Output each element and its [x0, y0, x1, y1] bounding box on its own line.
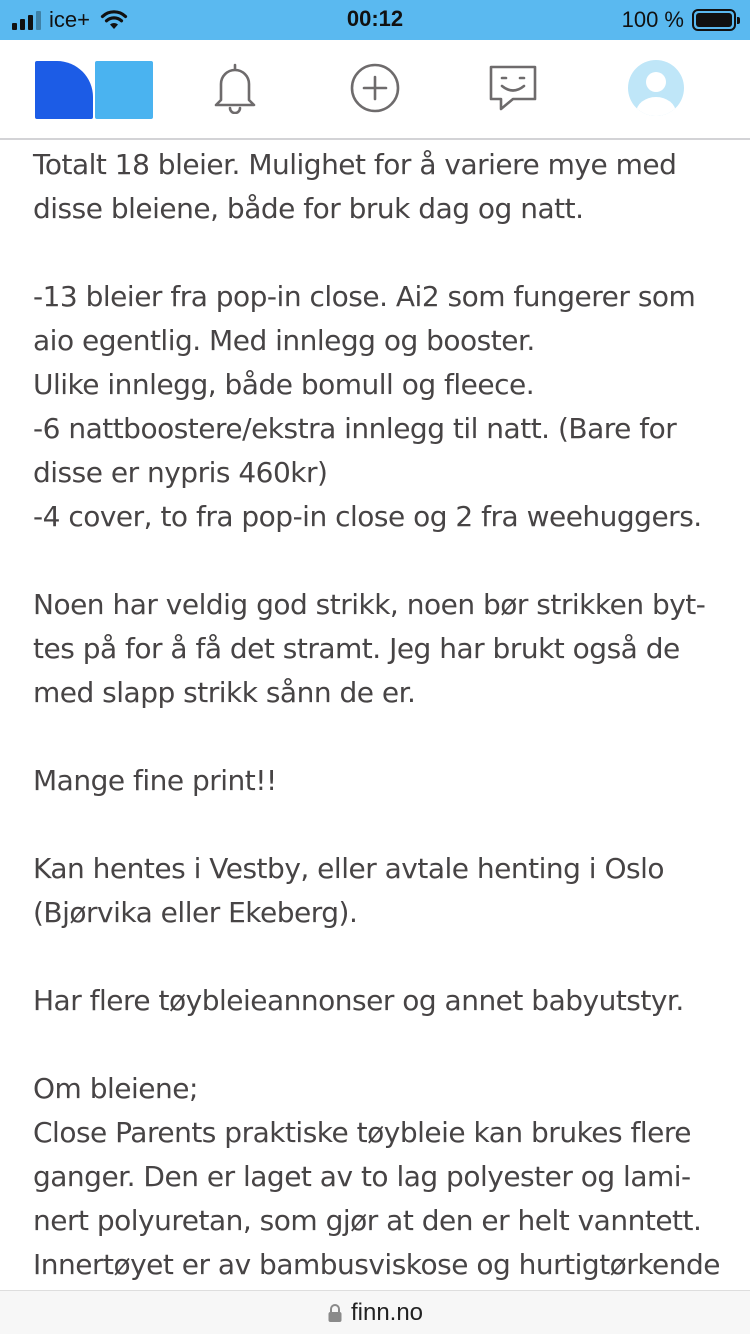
description-line: Totalt 18 bleier. Mulighet for å variere mye med [33, 148, 677, 181]
carrier-name: ice+ [49, 7, 90, 32]
paragraph-gap [33, 715, 723, 759]
description-line: -6 nattboostere/ekstra innlegg til natt. (Bare for [33, 412, 677, 445]
new-ad-button[interactable] [343, 56, 407, 120]
description-line: Om bleiene; [33, 1072, 198, 1105]
add-circle-icon [349, 62, 401, 114]
description-line: Ulike innlegg, både bomull og fleece. [33, 368, 535, 401]
top-navigation [0, 40, 750, 140]
lock-icon [327, 1303, 343, 1323]
description-line: med slapp strikk sånn de er. [33, 676, 416, 709]
description-line: disse er nypris 460kr) [33, 456, 328, 489]
description-line: Noen har veldig god strikk, noen bør strikken byt- [33, 588, 706, 621]
description-text [33, 143, 723, 1287]
profile-icon [627, 59, 685, 117]
description-line: Har flere tøybleieannonser og annet babyutstyr. [33, 984, 684, 1017]
description-line: (Bjørvika eller Ekeberg). [33, 896, 358, 929]
profile-button[interactable] [624, 56, 688, 120]
status-right [622, 6, 736, 34]
notifications-button[interactable] [203, 56, 267, 120]
description-line: aio egentlig. Med innlegg og booster. [33, 324, 535, 357]
messages-icon [487, 62, 539, 114]
paragraph-gap [33, 539, 723, 583]
bell-icon [213, 62, 257, 114]
paragraph-gap [33, 1023, 723, 1067]
finn-logo-graphic [35, 61, 153, 119]
description-line: Innertøyet er av bambusviskose og hurtigtørkende [33, 1248, 721, 1281]
description-line: nert polyuretan, som gjør at den er helt vanntett. [33, 1204, 702, 1237]
description-line: -4 cover, to fra pop-in close og 2 fra weehuggers. [33, 500, 702, 533]
paragraph-gap [33, 803, 723, 847]
paragraph-gap [33, 231, 723, 275]
description-line: Mange fine print!! [33, 764, 277, 797]
battery-icon [692, 9, 736, 31]
battery-fill [696, 13, 732, 27]
description-line: tes på for å få det stramt. Jeg har brukt også de [33, 632, 680, 665]
description-line: Close Parents praktiske tøybleie kan brukes flere [33, 1116, 691, 1149]
finn-logo[interactable] [35, 61, 153, 119]
clock: 00:12 [346, 6, 404, 31]
description-line: -13 bleier fra pop-in close. Ai2 som fungerer som [33, 280, 696, 313]
url-bar[interactable] [0, 1290, 750, 1334]
description-line: ganger. Den er laget av to lag polyester og lami- [33, 1160, 691, 1193]
ad-description [0, 142, 750, 1290]
status-bar [0, 0, 750, 40]
messages-button[interactable] [481, 56, 545, 120]
paragraph-gap [33, 935, 723, 979]
description-line: disse bleiene, både for bruk dag og natt. [33, 192, 584, 225]
url-domain: finn.no [350, 1298, 424, 1326]
description-line: Kan hentes i Vestby, eller avtale henting i Oslo [33, 852, 664, 885]
battery-percentage: 100 % [621, 7, 684, 32]
